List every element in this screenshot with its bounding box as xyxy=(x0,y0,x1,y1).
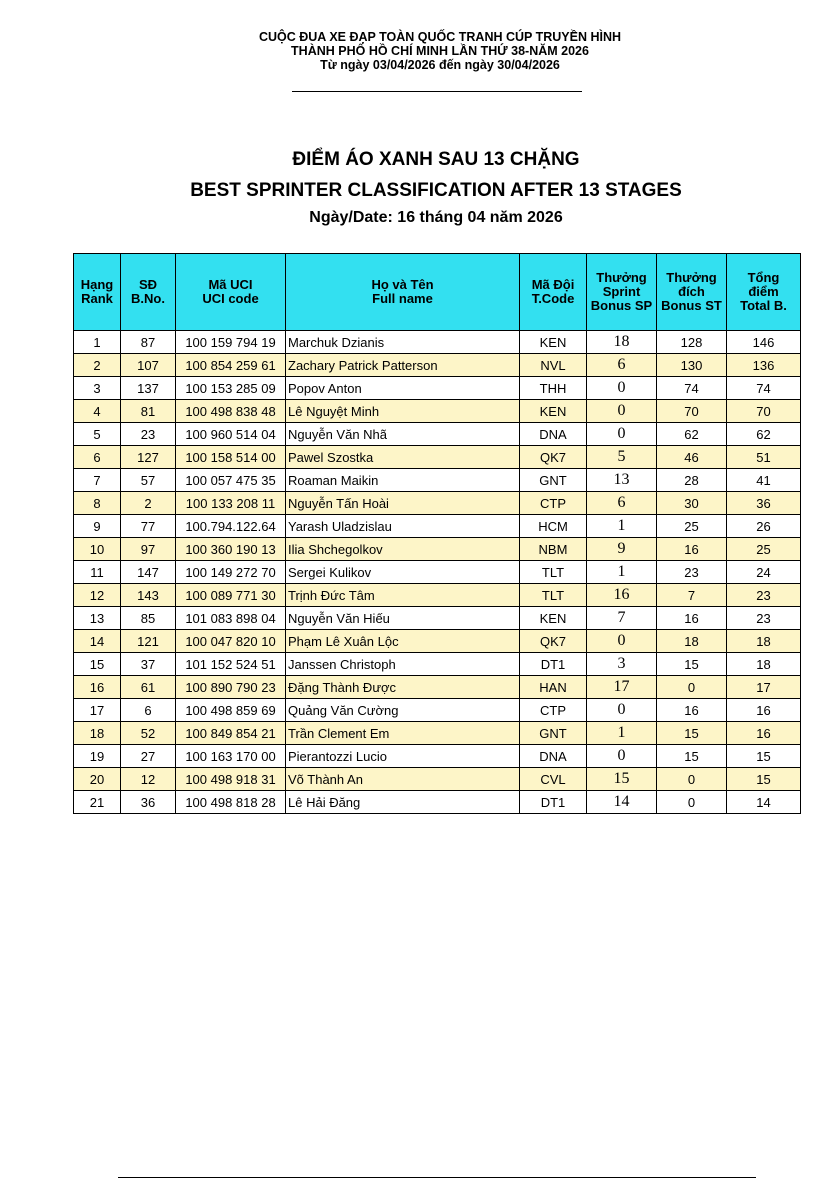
table-row xyxy=(74,676,801,699)
cell-full-name: Nguyễn Văn Nhã xyxy=(286,423,520,446)
cell-bib: 2 xyxy=(121,492,176,515)
cell-total: 16 xyxy=(727,699,801,722)
cell-full-name: Yarash Uladzislau xyxy=(286,515,520,538)
cell-uci-code: 100 890 790 23 xyxy=(176,676,286,699)
footer-divider xyxy=(118,1177,756,1178)
table-row xyxy=(74,653,801,676)
cell-bonus-st: 128 xyxy=(657,331,727,354)
cell-total: 17 xyxy=(727,676,801,699)
cell-bonus-sp: 0 xyxy=(587,377,657,400)
cell-bonus-st: 16 xyxy=(657,699,727,722)
cell-rank: 2 xyxy=(74,354,121,377)
cell-team-code: DNA xyxy=(520,423,587,446)
cell-rank: 4 xyxy=(74,400,121,423)
cell-rank: 1 xyxy=(74,331,121,354)
sprinter-classification-table xyxy=(73,253,801,814)
cell-full-name: Lê Nguyệt Minh xyxy=(286,400,520,423)
cell-uci-code: 100 849 854 21 xyxy=(176,722,286,745)
cell-bonus-sp: 7 xyxy=(587,607,657,630)
cell-total: 25 xyxy=(727,538,801,561)
col-header-team: Mã Đội T.Code xyxy=(520,254,587,331)
cell-rank: 10 xyxy=(74,538,121,561)
cell-team-code: KEN xyxy=(520,400,587,423)
cell-full-name: Quảng Văn Cường xyxy=(286,699,520,722)
cell-total: 136 xyxy=(727,354,801,377)
cell-bib: 127 xyxy=(121,446,176,469)
classification-date: Ngày/Date: 16 tháng 04 năm 2026 xyxy=(309,209,563,226)
cell-bib: 52 xyxy=(121,722,176,745)
cell-uci-code: 100 159 794 19 xyxy=(176,331,286,354)
cell-total: 18 xyxy=(727,653,801,676)
cell-rank: 15 xyxy=(74,653,121,676)
cell-bonus-st: 0 xyxy=(657,676,727,699)
col-header-name: Họ và Tên Full name xyxy=(286,254,520,331)
cell-bib: 36 xyxy=(121,791,176,814)
table-row xyxy=(74,538,801,561)
cell-total: 15 xyxy=(727,768,801,791)
cell-bib: 137 xyxy=(121,377,176,400)
cell-rank: 9 xyxy=(74,515,121,538)
cell-full-name: Trần Clement Em xyxy=(286,722,520,745)
cell-bib: 87 xyxy=(121,331,176,354)
table-row xyxy=(74,446,801,469)
cell-bib: 61 xyxy=(121,676,176,699)
cell-bib: 147 xyxy=(121,561,176,584)
header-divider xyxy=(292,91,582,92)
cell-bonus-sp: 0 xyxy=(587,423,657,446)
table-row xyxy=(74,331,801,354)
cell-uci-code: 100 854 259 61 xyxy=(176,354,286,377)
cell-total: 23 xyxy=(727,584,801,607)
cell-uci-code: 100 163 170 00 xyxy=(176,745,286,768)
cell-total: 51 xyxy=(727,446,801,469)
col-header-bib: SĐ B.No. xyxy=(121,254,176,331)
cell-bonus-st: 7 xyxy=(657,584,727,607)
col-header-uci: Mã UCI UCI code xyxy=(176,254,286,331)
table-row xyxy=(74,630,801,653)
cell-bonus-st: 16 xyxy=(657,538,727,561)
cell-full-name: Pawel Szostka xyxy=(286,446,520,469)
cell-team-code: CTP xyxy=(520,699,587,722)
event-title-line2: THÀNH PHỐ HỒ CHÍ MINH LẦN THỨ 38-NĂM 2026 xyxy=(291,44,589,58)
cell-rank: 21 xyxy=(74,791,121,814)
cell-uci-code: 100 149 272 70 xyxy=(176,561,286,584)
table-row xyxy=(74,492,801,515)
cell-full-name: Pierantozzi Lucio xyxy=(286,745,520,768)
cell-bonus-sp: 14 xyxy=(587,791,657,814)
cell-full-name: Nguyễn Tấn Hoài xyxy=(286,492,520,515)
cell-team-code: TLT xyxy=(520,561,587,584)
cell-team-code: HCM xyxy=(520,515,587,538)
cell-rank: 5 xyxy=(74,423,121,446)
cell-bib: 107 xyxy=(121,354,176,377)
cell-bib: 143 xyxy=(121,584,176,607)
cell-bonus-st: 130 xyxy=(657,354,727,377)
cell-bonus-st: 16 xyxy=(657,607,727,630)
table-row xyxy=(74,745,801,768)
event-title-line1: CUỘC ĐUA XE ĐẠP TOÀN QUỐC TRANH CÚP TRUYỀN HÌNH xyxy=(258,30,622,44)
cell-bonus-sp: 9 xyxy=(587,538,657,561)
cell-bonus-st: 70 xyxy=(657,400,727,423)
table-row xyxy=(74,377,801,400)
cell-uci-code: 100 153 285 09 xyxy=(176,377,286,400)
cell-bib: 121 xyxy=(121,630,176,653)
table-row xyxy=(74,699,801,722)
cell-uci-code: 100 498 838 48 xyxy=(176,400,286,423)
cell-bib: 23 xyxy=(121,423,176,446)
cell-team-code: THH xyxy=(520,377,587,400)
col-header-bonus-st: Thưởng đích Bonus ST xyxy=(657,254,727,331)
cell-full-name: Popov Anton xyxy=(286,377,520,400)
table-row xyxy=(74,561,801,584)
cell-bonus-st: 25 xyxy=(657,515,727,538)
cell-bonus-st: 15 xyxy=(657,653,727,676)
cell-bib: 12 xyxy=(121,768,176,791)
cell-uci-code: 100 089 771 30 xyxy=(176,584,286,607)
cell-total: 18 xyxy=(727,630,801,653)
cell-team-code: DT1 xyxy=(520,791,587,814)
cell-uci-code: 100.794.122.64 xyxy=(176,515,286,538)
cell-rank: 19 xyxy=(74,745,121,768)
cell-total: 16 xyxy=(727,722,801,745)
cell-bonus-sp: 18 xyxy=(587,331,657,354)
cell-bib: 6 xyxy=(121,699,176,722)
cell-bib: 77 xyxy=(121,515,176,538)
cell-team-code: HAN xyxy=(520,676,587,699)
cell-bonus-st: 15 xyxy=(657,722,727,745)
cell-total: 36 xyxy=(727,492,801,515)
cell-team-code: NVL xyxy=(520,354,587,377)
cell-rank: 11 xyxy=(74,561,121,584)
cell-bonus-sp: 1 xyxy=(587,561,657,584)
cell-rank: 18 xyxy=(74,722,121,745)
cell-full-name: Marchuk Dzianis xyxy=(286,331,520,354)
cell-uci-code: 100 133 208 11 xyxy=(176,492,286,515)
cell-rank: 7 xyxy=(74,469,121,492)
cell-bonus-st: 30 xyxy=(657,492,727,515)
cell-bib: 57 xyxy=(121,469,176,492)
cell-uci-code: 100 498 818 28 xyxy=(176,791,286,814)
cell-rank: 17 xyxy=(74,699,121,722)
cell-bib: 81 xyxy=(121,400,176,423)
cell-bonus-st: 28 xyxy=(657,469,727,492)
cell-total: 41 xyxy=(727,469,801,492)
cell-bonus-st: 62 xyxy=(657,423,727,446)
table-row xyxy=(74,768,801,791)
table-row xyxy=(74,423,801,446)
table-row xyxy=(74,354,801,377)
cell-bonus-st: 46 xyxy=(657,446,727,469)
cell-rank: 8 xyxy=(74,492,121,515)
cell-bonus-sp: 15 xyxy=(587,768,657,791)
classification-title-vi: ĐIỂM ÁO XANH SAU 13 CHẶNG xyxy=(292,149,580,170)
cell-full-name: Võ Thành An xyxy=(286,768,520,791)
cell-bonus-sp: 16 xyxy=(587,584,657,607)
cell-bonus-sp: 6 xyxy=(587,354,657,377)
cell-full-name: Sergei Kulikov xyxy=(286,561,520,584)
cell-bonus-st: 74 xyxy=(657,377,727,400)
cell-team-code: GNT xyxy=(520,469,587,492)
cell-full-name: Roaman Maikin xyxy=(286,469,520,492)
cell-total: 70 xyxy=(727,400,801,423)
col-header-bonus-sp: Thưởng Sprint Bonus SP xyxy=(587,254,657,331)
event-header xyxy=(0,30,834,72)
cell-team-code: QK7 xyxy=(520,446,587,469)
cell-total: 74 xyxy=(727,377,801,400)
cell-rank: 12 xyxy=(74,584,121,607)
cell-team-code: NBM xyxy=(520,538,587,561)
cell-full-name: Phạm Lê Xuân Lộc xyxy=(286,630,520,653)
cell-full-name: Zachary Patrick Patterson xyxy=(286,354,520,377)
cell-bonus-sp: 6 xyxy=(587,492,657,515)
cell-total: 24 xyxy=(727,561,801,584)
cell-bonus-sp: 17 xyxy=(587,676,657,699)
cell-bonus-sp: 1 xyxy=(587,515,657,538)
cell-uci-code: 100 498 859 69 xyxy=(176,699,286,722)
col-header-rank: Hạng Rank xyxy=(74,254,121,331)
cell-bib: 85 xyxy=(121,607,176,630)
cell-team-code: CTP xyxy=(520,492,587,515)
cell-total: 26 xyxy=(727,515,801,538)
cell-total: 62 xyxy=(727,423,801,446)
cell-full-name: Nguyễn Văn Hiếu xyxy=(286,607,520,630)
cell-total: 23 xyxy=(727,607,801,630)
cell-bonus-sp: 1 xyxy=(587,722,657,745)
cell-team-code: KEN xyxy=(520,607,587,630)
cell-bib: 37 xyxy=(121,653,176,676)
cell-team-code: CVL xyxy=(520,768,587,791)
cell-team-code: KEN xyxy=(520,331,587,354)
cell-uci-code: 100 158 514 00 xyxy=(176,446,286,469)
table-row xyxy=(74,791,801,814)
cell-bonus-sp: 0 xyxy=(587,699,657,722)
table-row xyxy=(74,515,801,538)
cell-rank: 13 xyxy=(74,607,121,630)
table-row xyxy=(74,722,801,745)
cell-uci-code: 100 047 820 10 xyxy=(176,630,286,653)
cell-bonus-st: 18 xyxy=(657,630,727,653)
cell-full-name: Lê Hải Đăng xyxy=(286,791,520,814)
cell-bonus-sp: 5 xyxy=(587,446,657,469)
table-row xyxy=(74,469,801,492)
cell-rank: 16 xyxy=(74,676,121,699)
cell-bonus-st: 23 xyxy=(657,561,727,584)
cell-team-code: DNA xyxy=(520,745,587,768)
col-header-total: Tổng điểm Total B. xyxy=(727,254,801,331)
cell-uci-code: 100 498 918 31 xyxy=(176,768,286,791)
cell-uci-code: 101 083 898 04 xyxy=(176,607,286,630)
cell-team-code: QK7 xyxy=(520,630,587,653)
cell-team-code: GNT xyxy=(520,722,587,745)
cell-total: 146 xyxy=(727,331,801,354)
cell-bib: 27 xyxy=(121,745,176,768)
table-row xyxy=(74,607,801,630)
cell-bonus-sp: 0 xyxy=(587,745,657,768)
cell-bonus-sp: 0 xyxy=(587,630,657,653)
cell-bonus-st: 15 xyxy=(657,745,727,768)
cell-bonus-st: 0 xyxy=(657,768,727,791)
cell-rank: 6 xyxy=(74,446,121,469)
table-header-row xyxy=(74,254,801,331)
event-dates: Từ ngày 03/04/2026 đến ngày 30/04/2026 xyxy=(320,58,560,72)
table-row xyxy=(74,584,801,607)
cell-full-name: Janssen Christoph xyxy=(286,653,520,676)
cell-uci-code: 100 960 514 04 xyxy=(176,423,286,446)
cell-uci-code: 100 057 475 35 xyxy=(176,469,286,492)
cell-team-code: DT1 xyxy=(520,653,587,676)
cell-bonus-st: 0 xyxy=(657,791,727,814)
cell-total: 15 xyxy=(727,745,801,768)
cell-total: 14 xyxy=(727,791,801,814)
cell-full-name: Đặng Thành Được xyxy=(286,676,520,699)
cell-bonus-sp: 13 xyxy=(587,469,657,492)
cell-full-name: Trịnh Đức Tâm xyxy=(286,584,520,607)
cell-uci-code: 100 360 190 13 xyxy=(176,538,286,561)
cell-rank: 20 xyxy=(74,768,121,791)
table-row xyxy=(74,400,801,423)
cell-bonus-sp: 0 xyxy=(587,400,657,423)
cell-bonus-sp: 3 xyxy=(587,653,657,676)
cell-rank: 14 xyxy=(74,630,121,653)
cell-uci-code: 101 152 524 51 xyxy=(176,653,286,676)
cell-bib: 97 xyxy=(121,538,176,561)
classification-title-en: BEST SPRINTER CLASSIFICATION AFTER 13 STAGES xyxy=(190,180,682,201)
cell-full-name: Ilia Shchegolkov xyxy=(286,538,520,561)
cell-team-code: TLT xyxy=(520,584,587,607)
cell-rank: 3 xyxy=(74,377,121,400)
